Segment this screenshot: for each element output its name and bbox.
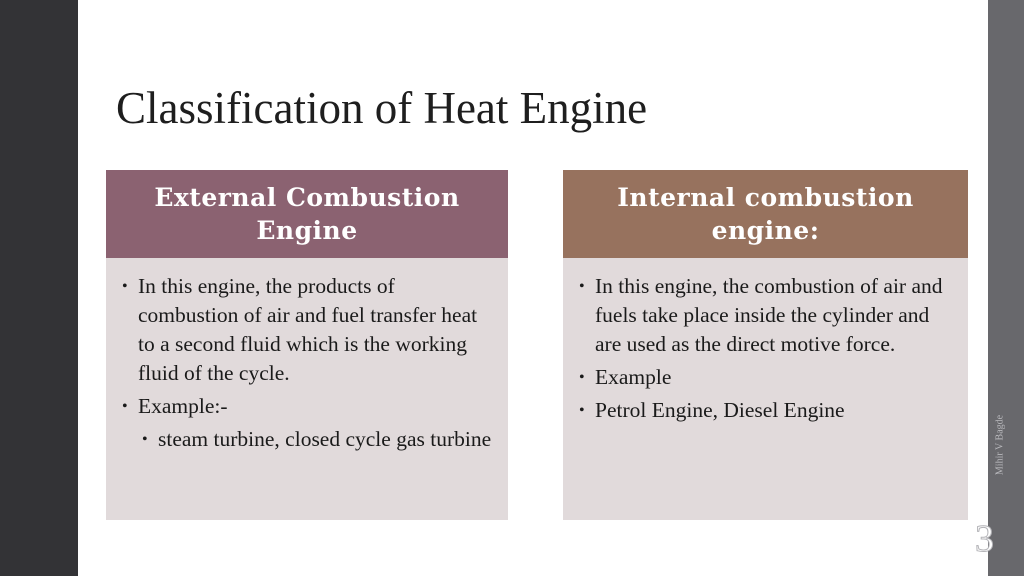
- slide: [78, 0, 988, 576]
- list-item: [579, 363, 954, 392]
- external-combustion-heading: External Combustion Engine: [106, 170, 508, 258]
- slide-title: Classification of Heat Engine: [116, 83, 648, 133]
- sub-list-item: [122, 425, 494, 454]
- bullet-dot-icon: •: [122, 398, 128, 415]
- bullet-dot-icon: •: [579, 402, 585, 419]
- author-side-text: Mihir V Bagde: [994, 414, 1006, 476]
- external-combustion-card: [106, 170, 508, 520]
- internal-combustion-heading: Internal combustion engine:: [563, 170, 968, 258]
- internal-combustion-body: [563, 258, 968, 425]
- right-side-bar: [988, 0, 1024, 576]
- bullet-dot-icon: •: [579, 278, 585, 295]
- bullet-text: Example:-: [138, 394, 228, 418]
- list-item: [122, 272, 494, 388]
- external-combustion-body: [106, 258, 508, 454]
- bullet-text: In this engine, the combustion of air and fuels take place inside the cylinder and are used as the direct motive force.: [595, 274, 943, 356]
- bullet-text: In this engine, the products of combustion of air and fuel transfer heat to a second fluid which is the working fluid of the cycle.: [138, 274, 478, 385]
- left-side-bar: [0, 0, 78, 576]
- bullet-text: Petrol Engine, Diesel Engine: [595, 398, 845, 422]
- bullet-dot-icon: •: [142, 431, 148, 448]
- page-number: 3: [975, 518, 994, 560]
- list-item: [579, 396, 954, 425]
- bullet-dot-icon: •: [579, 369, 585, 386]
- list-item: [579, 272, 954, 359]
- internal-combustion-card: [563, 170, 968, 520]
- bullet-text: Example: [595, 365, 672, 389]
- list-item: [122, 392, 494, 421]
- bullet-dot-icon: •: [122, 278, 128, 295]
- bullet-text: steam turbine, closed cycle gas turbine: [158, 427, 492, 451]
